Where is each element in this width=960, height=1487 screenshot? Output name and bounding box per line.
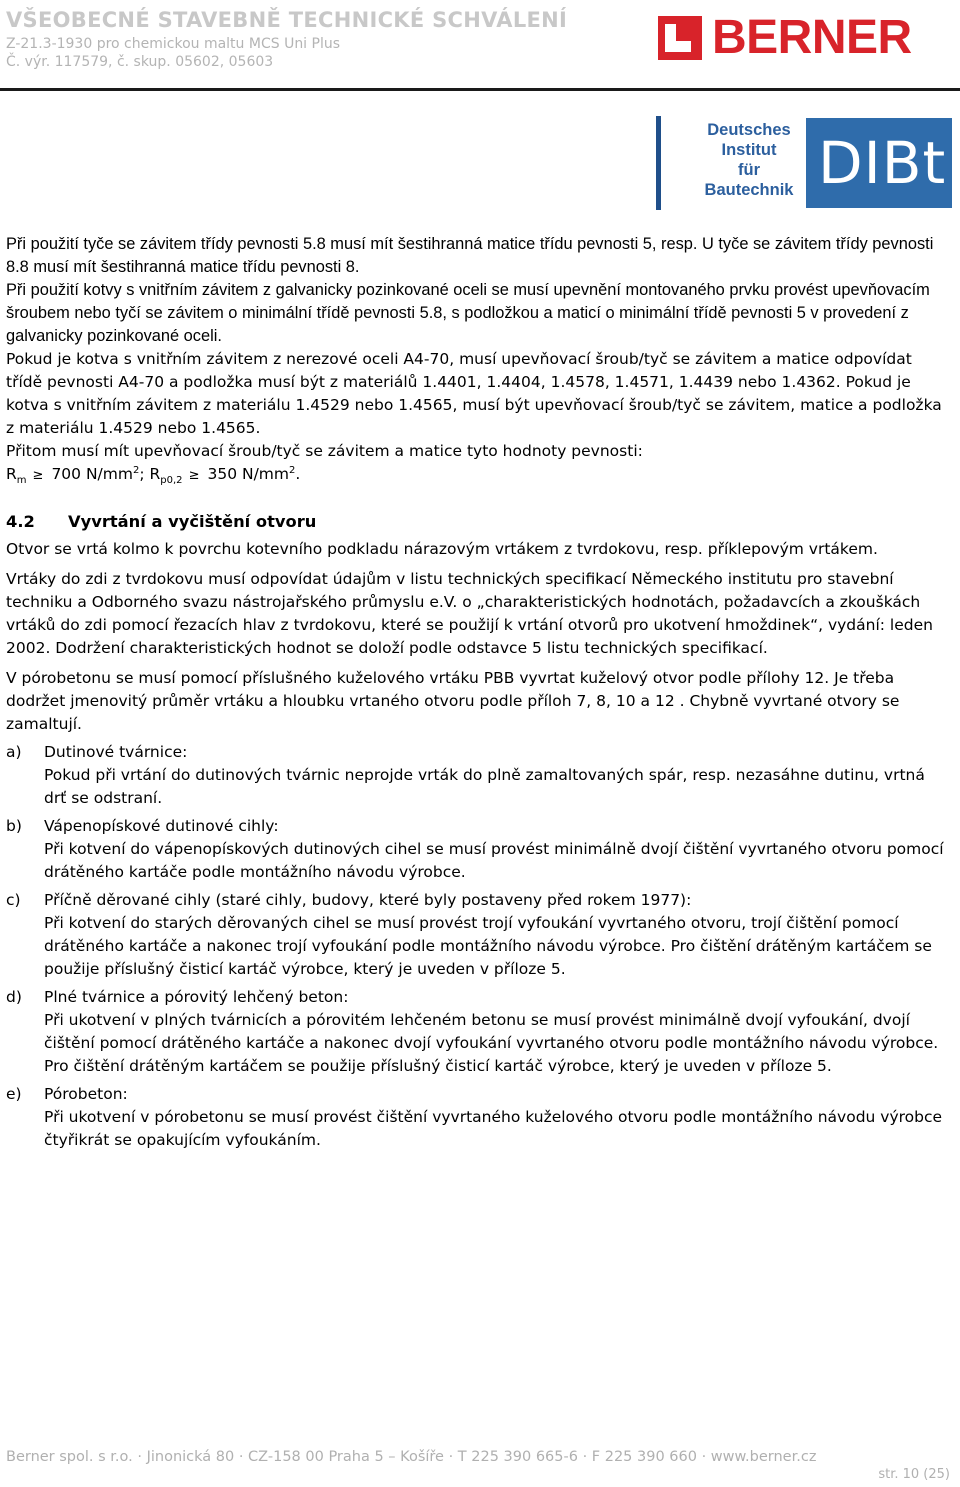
list-item <box>6 741 950 810</box>
list-item <box>6 889 950 981</box>
berner-mark-icon <box>658 16 702 60</box>
document-body <box>6 233 950 1152</box>
list-item <box>6 815 950 884</box>
paragraph-aerated-concrete: V pórobetonu se musí pomocí příslušného kuželového vrtáku PBB vyvrtat kuželový otvor podle přílohy 12. Je třeba dodržet jmenovitý průměr vrtáku a hloubku vrtaného otvoru podle příloh 7, 8, 10 a 12 . Chybně vyvrtané otvory se zamaltují. <box>6 669 900 733</box>
section-number: 4.2 <box>6 512 35 531</box>
list-item-text: Při ukotvení v plných tvárnicích a pórovitém lehčeném betonu se musí provést minimálně dvojí vyfoukání, dvojí čištění pomocí drátěného kartáče a nakonec dvojí vyfoukání vyvrtaného otvoru podle montážního návodu výrobce. Pro čištění drátěným kartáčem se použije příslušný čisticí kartáč výrobce, který je uveden v příloze 5. <box>44 1011 939 1075</box>
list-item-text: Při kotvení do starých děrovaných cihel se musí provést trojí vyfoukání vyvrtaného otvoru, trojí čištění pomocí drátěného kartáče a nakonec trojí vyfoukání podle montážního návodu výrobce. Pro čištění drátěným kartáčem se použije příslušný čisticí kartáč výrobce, který je uveden v příloze 5. <box>44 914 932 978</box>
list-item-label: e) <box>6 1085 22 1103</box>
footer-company: Berner spol. s r.o. · Jinonická 80 · CZ-158 00 Praha 5 – Košíře · T 225 390 665-6 · F 225 390 660 · www.berner.cz <box>6 1449 817 1465</box>
paragraph-drill-bits: Vrtáky do zdi z tvrdokovu musí odpovídat údajům v listu technických specifikací Německého institutu pro stavební techniku a Odborného svazu nástrojařského průmyslu e.V. o „charakteristických hodnotách, požadavcích a zkouškách vrtáků do zdi pomocí řezacích hlav z tvrdokovu, které se použijí k vrtání otvorů pro ukotvení hmoždinek“, vydání: leden 2002. Dodržení charakteristických hodnot se doloží podle odstavce 5 listu technických specifikací. <box>6 570 933 657</box>
list-item-text: Při kotvení do vápenopískových dutinových cihel se musí provést minimálně dvojí čištění vyvrtaného otvoru pomocí drátěného kartáče podle montážního návodu výrobce. <box>44 840 944 881</box>
page-number: str. 10 (25) <box>878 1467 950 1482</box>
list-item-label: a) <box>6 743 22 761</box>
section-title: Vyvrtání a vyčištění otvoru <box>68 512 317 531</box>
list-item-text: Při ukotvení v pórobetonu se musí provést čištění vyvrtaného kuželového otvoru podle montážního návodu výrobce čtyřikrát se opakujícím vyfoukáním. <box>44 1108 943 1149</box>
list-item-label: d) <box>6 988 22 1006</box>
paragraph-galvanized-anchor: Při použití kotvy s vnitřním závitem z galvanicky pozinkované oceli se musí upevnění montovaného prvku provést upevňovacím šroubem nebo tyčí se závitem o minimální třídě pevnosti 5.8, s podložkou a maticí o minimální třídě pevnosti 5 v provedení z galvanicky pozinkované oceli. <box>6 281 930 345</box>
section-heading <box>6 510 950 534</box>
list-item-title: Vápenopískové dutinové cihly: <box>44 817 279 835</box>
list-item-title: Plné tvárnice a pórovitý lehčený beton: <box>44 988 349 1006</box>
product-number: Č. výr. 117579, č. skup. 05602, 05603 <box>6 54 274 70</box>
list-item-title: Příčně děrované cihly (staré cihly, budovy, které byly postaveny před rokem 1977): <box>44 891 692 909</box>
list-item-title: Pórobeton: <box>44 1085 128 1103</box>
dibt-mark: DIBt <box>806 118 952 208</box>
paragraph-stainless-anchor: Pokud je kotva s vnitřním závitem z nerezové oceli A4-70, musí upevňovací šroub/tyč se závitem a matice odpovídat třídě pevnosti A4-70 a podložka musí být z materiálů 1.4401, 1.4404, 1.4578, 1.4571, 1.4439 nebo 1.4362. Pokud je kotva s vnitřním závitem z materiálu 1.4529 nebo 1.4565, musí být upevňovací šroub/tyč se závitem, matice a podložka z materiálu 1.4529 nebo 1.4565. <box>6 350 942 437</box>
berner-wordmark: BERNER <box>712 11 912 64</box>
page-header <box>0 0 960 230</box>
list-item-text: Pokud při vrtání do dutinových tvárnic neprojde vrták do plně zamaltovaných spár, resp. nezasáhne dutinu, vrtná drť se odstraní. <box>44 766 925 807</box>
berner-logo <box>658 11 956 66</box>
list-item-label: b) <box>6 817 22 835</box>
dibt-name: Deutsches Institut für Bautechnik <box>704 121 794 199</box>
approval-number: Z-21.3-1930 pro chemickou maltu MCS Uni Plus <box>6 36 341 52</box>
dibt-logo <box>656 116 956 212</box>
paragraph-strength-intro: Přitom musí mít upevňovací šroub/tyč se závitem a matice tyto hodnoty pevnosti: <box>6 442 643 460</box>
document-title: VŠEOBECNÉ STAVEBNĚ TECHNICKÉ SCHVÁLENÍ <box>6 8 568 32</box>
list-item-title: Dutinové tvárnice: <box>44 743 188 761</box>
dibt-bar <box>656 116 661 210</box>
list-item-label: c) <box>6 891 21 909</box>
paragraph-drilling: Otvor se vrtá kolmo k povrchu kotevního podkladu nárazovým vrtákem z tvrdokovu, resp. příklepovým vrtákem. <box>6 540 878 558</box>
header-divider <box>0 88 960 91</box>
list-item <box>6 1083 950 1152</box>
list-item <box>6 986 950 1078</box>
paragraph-nut-strength: Při použití tyče se závitem třídy pevnosti 5.8 musí mít šestihranná matice třídu pevnosti 5, resp. U tyče se závitem třídy pevnosti 8.8 musí mít šestihranná matice třídu pevnosti 8. <box>6 235 934 276</box>
strength-values: $R_m \ge 700$ $N/mm^2$; $R_{p0,2} \ge 350$ $N/mm^2$. <box>6 464 301 487</box>
